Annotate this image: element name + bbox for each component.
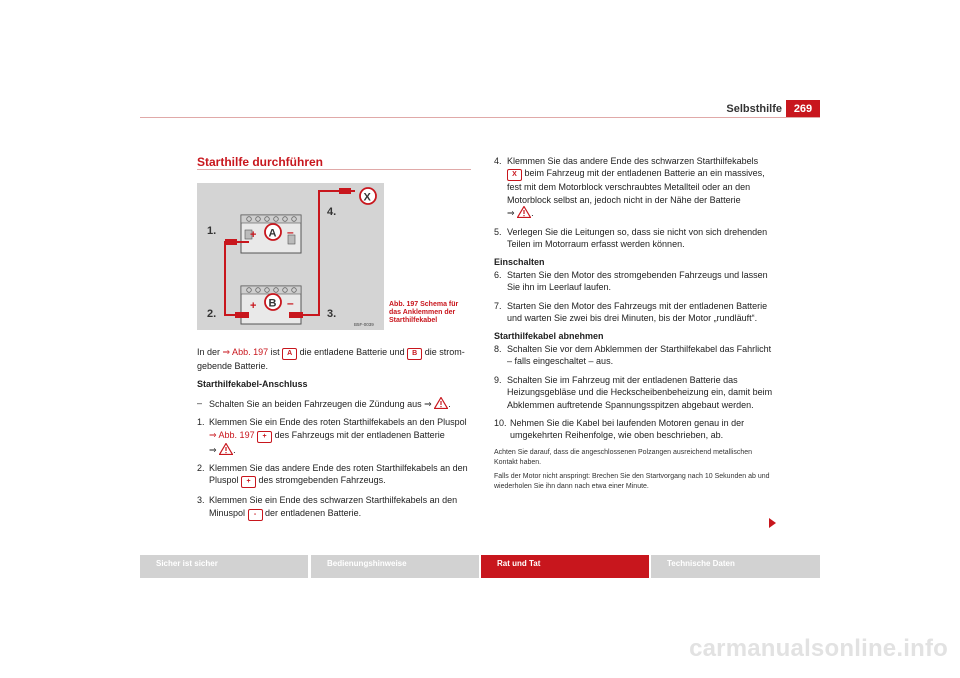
clamp-4 (339, 188, 351, 194)
remove-cables-heading: Starthilfekabel abnehmen (494, 331, 604, 342)
running-header-title: Selbsthilfe (726, 103, 782, 115)
list-number: 9. (494, 374, 502, 385)
step-label-1: 1. (207, 225, 217, 237)
tab-technische-daten[interactable]: Technische Daten (651, 555, 820, 578)
list-number: 2. (197, 463, 205, 474)
plus-pole-badge: + (241, 476, 256, 488)
tab-rat-und-tat[interactable]: Rat und Tat (481, 555, 649, 578)
list-item-text: Schalten Sie vor dem Abklemmen der Starthilfekabel das Fahrlicht – falls eingeschaltet – aus. (507, 343, 772, 367)
cable-connection-heading: Starthilfekabel-Anschluss (197, 379, 308, 390)
warning-icon (219, 443, 233, 455)
tab-bedienungshinweise[interactable]: Bedienungshinweise (311, 555, 479, 578)
list-item-text: beim Fahrzeug mit der entladenen Batterie an ein massives, (522, 168, 765, 179)
figure-link[interactable]: ⇒ Abb. 197 (209, 429, 255, 440)
watermark: carmanualsonline.info (689, 635, 948, 662)
intro-text: ist (268, 347, 283, 357)
svg-text:+: + (250, 229, 257, 241)
list-item (494, 374, 776, 411)
tab-sicher-ist-sicher[interactable]: Sicher ist sicher (140, 555, 308, 578)
list-number: 1. (197, 417, 205, 428)
ground-point-label: X (363, 191, 371, 204)
list-item-text: Schalten Sie im Fahrzeug mit der entladenen Batterie das Heizungsgebläse und die Heckscheibenbeheizung ein, damit beim Abklemmen auftretende Spannungsspitzen abgebaut werden. (507, 374, 773, 410)
warning-icon (434, 397, 448, 409)
page-number: 269 (786, 100, 820, 118)
intro-text: die entladene Batterie und (297, 347, 408, 357)
section-title: Starthilfe durchführen (197, 155, 324, 169)
figure-caption: Abb. 197 Schema für das Anklemmen der Starthilfekabel (389, 301, 459, 324)
list-item-text: Klemmen Sie das andere Ende des roten Starthilfekabels an den (209, 463, 468, 474)
black-cable (293, 191, 355, 315)
figure-link[interactable]: ⇒ Abb. 197 (222, 347, 269, 357)
list-item: 1. Klemmen Sie ein Ende des roten Starthilfekabels an den Pluspol ⇒ Abb. 197 + des Fahrzeugs mit der entladenen Batterie ⇒ . (197, 417, 467, 455)
section-rule (197, 169, 471, 170)
note-restart: Falls der Motor nicht anspringt: Brechen Sie den Startvorgang nach 10 Sekunden ab und wiederholen Sie ihn dann nach etwa einer Minute. (494, 472, 770, 490)
list-item-text: Klemmen Sie ein Ende des roten Starthilfekabels an den Pluspol (209, 417, 467, 428)
list-item-text: Klemmen Sie ein Ende des schwarzen Starthilfekabels an den (209, 495, 458, 506)
list-item-text: Starten Sie den Motor des stromgebenden Fahrzeugs und lassen Sie ihn im Leerlauf laufen. (507, 269, 768, 293)
list-number: 3. (197, 495, 205, 506)
list-number: 10. (494, 417, 507, 428)
list-item-text: Pluspol (209, 475, 242, 486)
list-item-text: Verlegen Sie die Leitungen so, dass sie nicht von sich drehenden Teilen im Motorraum erfasst werden können. (507, 226, 768, 250)
start-engine-heading: Einschalten (494, 257, 545, 268)
step-label-3: 3. (327, 308, 337, 320)
step-label-2: 2. (207, 308, 217, 320)
list-item (494, 343, 776, 368)
list-item-text: fest mit dem Motorblock verschraubtes Metallteil oder an den (507, 182, 751, 193)
next-page-arrow-icon[interactable] (769, 518, 776, 528)
list-item-text: Nehmen Sie die Kabel bei laufenden Motoren genau in der umgekehrten Reihenfolge, wie oben beschrieben, ab. (510, 417, 745, 441)
clamp-3 (289, 312, 303, 318)
list-item-text: des stromgebenden Fahrzeugs. (256, 475, 386, 486)
list-item: – Schalten Sie an beiden Fahrzeugen die Zündung aus ⇒ . (197, 397, 451, 409)
svg-text:–: – (287, 225, 294, 239)
list-item (494, 226, 776, 251)
minus-pole-badge: - (248, 509, 263, 521)
list-number: 4. (494, 156, 502, 166)
list-item-text: Schalten Sie an beiden Fahrzeugen die Zündung aus ⇒ (209, 398, 432, 409)
intro-text: die strom- (422, 347, 465, 357)
list-marker: – (197, 397, 203, 408)
svg-text:–: – (287, 296, 294, 310)
intro-text: In der (197, 347, 223, 357)
battery-a (241, 215, 301, 253)
clamp-1 (225, 239, 237, 245)
list-number: 7. (494, 300, 502, 311)
battery-a-badge: A (282, 348, 297, 360)
battery-b-label: B (268, 297, 277, 310)
list-item (494, 269, 776, 294)
left-column (197, 346, 473, 521)
plus-pole-badge: + (257, 431, 272, 443)
header-rule (140, 117, 820, 118)
list-item-text: ⇒ (507, 208, 515, 219)
list-item-text: ⇒ (209, 444, 217, 455)
list-item-text: Motorblock selbst an, jedoch nicht in der Nähe der Batterie (507, 194, 741, 205)
list-item (197, 462, 473, 488)
warning-icon (517, 206, 531, 218)
svg-text:+: + (250, 300, 257, 312)
jump-start-diagram (197, 183, 384, 330)
clamp-2 (235, 312, 249, 318)
list-item-text: Minuspol (209, 507, 248, 518)
list-item-text: des Fahrzeugs mit der entladenen Batterie (272, 429, 445, 440)
note-contact: Achten Sie darauf, dass die angeschlossenen Polzangen ausreichend metallischen Kontakt haben. (494, 448, 753, 466)
ground-point-badge: X (507, 169, 522, 181)
battery-a-label: A (268, 227, 277, 240)
list-number: 5. (494, 226, 502, 237)
figure-code: B5F-0039 (354, 322, 374, 327)
list-item (494, 300, 776, 325)
list-item (494, 417, 776, 442)
list-number: 6. (494, 269, 502, 280)
right-column (494, 155, 776, 492)
intro-paragraph (197, 346, 473, 372)
list-number: 8. (494, 343, 502, 354)
list-item-text: Starten Sie den Motor des Fahrzeugs mit der entladenen Batterie und warten Sie zwei bis drei Minuten, bis der Motor „rundläuft“. (507, 300, 768, 324)
battery-b-badge: B (407, 348, 422, 360)
list-item-text: Klemmen Sie das andere Ende des schwarzen Starthilfekabels (507, 156, 759, 166)
intro-text: gebende Batterie. (197, 361, 269, 371)
list-item (197, 494, 473, 520)
step-label-4: 4. (327, 206, 337, 218)
jump-start-schema-svg (197, 183, 384, 330)
list-item: 4. Klemmen Sie das andere Ende des schwarzen Starthilfekabels X beim Fahrzeug mit der entladenen Batterie an ein massives, fest mit dem Motorblock verschraubtes Metallteil oder an den Motorblock selbst an, jedoch nicht in der Nähe der Batterie ⇒ . (494, 156, 765, 219)
list-item-text: der entladenen Batterie. (262, 507, 362, 518)
battery-b (241, 286, 301, 324)
